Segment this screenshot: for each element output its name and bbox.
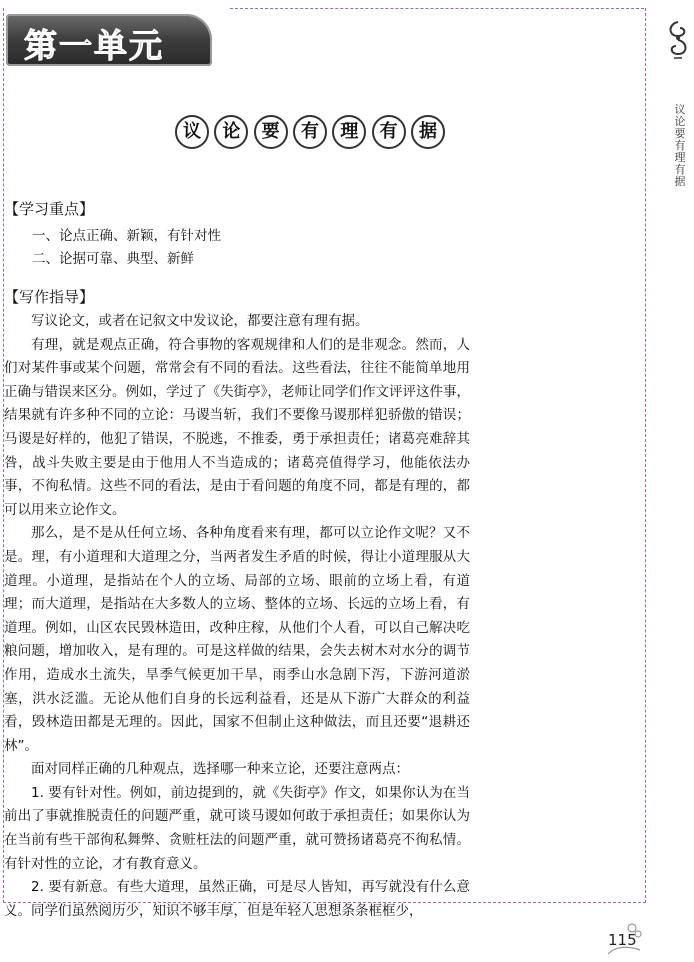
- section-heading-guide: 【写作指导】: [4, 288, 95, 306]
- title-char: 有: [372, 115, 406, 149]
- unit-banner: [6, 14, 212, 66]
- title-char: 据: [411, 115, 445, 149]
- paragraph: 写议论文，或者在记叙文中发议论，都要注意有理有据。: [31, 313, 369, 329]
- page-number: 115: [608, 931, 637, 949]
- paragraph: 有理，就是观点正确，符合事物的客观规律和人们的是非观念。然而，人们对某件事或某个问题，常常会有不同的看法。这些看法，往往不能简单地用正确与错误来区分。例如，学过了《失街亭》，老师让同学们作文评评这件事，结果就有许多种不同的立论：马谡当斩，我们不要像马谡那样犯骄傲的错误；马谡是好样的，他犯了错误，不脱逃，不推委，勇于承担责任；诸葛亮难辞其咎，战斗失败主要是由于他用人不当造成的；诸葛亮值得学习，他能依法办事，不徇私情。这些不同的看法，是由于看问题的角度不同，都是有理的，都可以用来立论作文。: [4, 336, 470, 518]
- title-char: 论: [214, 115, 248, 149]
- guide-text: [4, 310, 470, 923]
- title-char: 理: [332, 115, 366, 149]
- title-char: 要: [254, 115, 288, 149]
- swirl-ornament-icon: [664, 18, 692, 62]
- paragraph: 面对同样正确的几种观点，选择哪一种来立论，还要注意两点：: [31, 761, 409, 778]
- side-label: 议论要有理有据: [674, 103, 686, 188]
- unit-title: 第一单元: [24, 26, 164, 65]
- paragraph: 那么，是不是从任何立场、各种角度看来有理，都可以立论作文呢？又不是。理，有小道理和大道理之分，当两者发生矛盾的时候，得让小道理服从大道理。小道理，是指站在个人的立场、局部的立场、眼前的立场上看，有道理；而大道理，是指站在大多数人的立场、整体的立场、长远的立场上看，有道理。例如，山区农民毁林造田，改种庄稼，从他们个人看，可以自己解决吃粮问题，增加收入，是有理的。可是这样做的结果，会失去树木对水分的调节作用，造成水土流失，旱季气候更加干旱，雨季山水急剧下泻，下游河道淤塞，洪水泛滥。无论从他们自身的长远利益看，还是从下游广大群众的利益看，毁林造田都是无理的。因此，国家不但制止这种做法，而且还要“退耕还林”。: [4, 525, 470, 754]
- page-frame-top: [230, 8, 644, 9]
- paragraph: 1. 要有针对性。例如，前边提到的，就《失街亭》作文，如果你认为在当前出了事就推脱责任的问题严重，就可谈马谡如何敢于承担责任；如果你认为在当前有些干部徇私舞弊、贪赃枉法的问题严重，就可赞扬诸葛亮不徇私情。有针对性的立论，才有教育意义。: [4, 784, 470, 872]
- lesson-title: [175, 115, 445, 151]
- paragraph: 2. 要有新意。有些大道理，虽然正确，可是尽人皆知，再写就没有什么意义。同学们虽然阅历少，知识不够丰厚，但是年轻人思想条条框框少，: [4, 879, 470, 919]
- section-heading-focus: 【学习重点】: [4, 200, 95, 218]
- title-char: 议: [175, 115, 209, 149]
- list-item: 一、论点正确、新颖，有针对性: [32, 228, 221, 244]
- title-char: 有: [293, 115, 327, 149]
- list-item: 二、论据可靠、典型、新鲜: [32, 251, 194, 267]
